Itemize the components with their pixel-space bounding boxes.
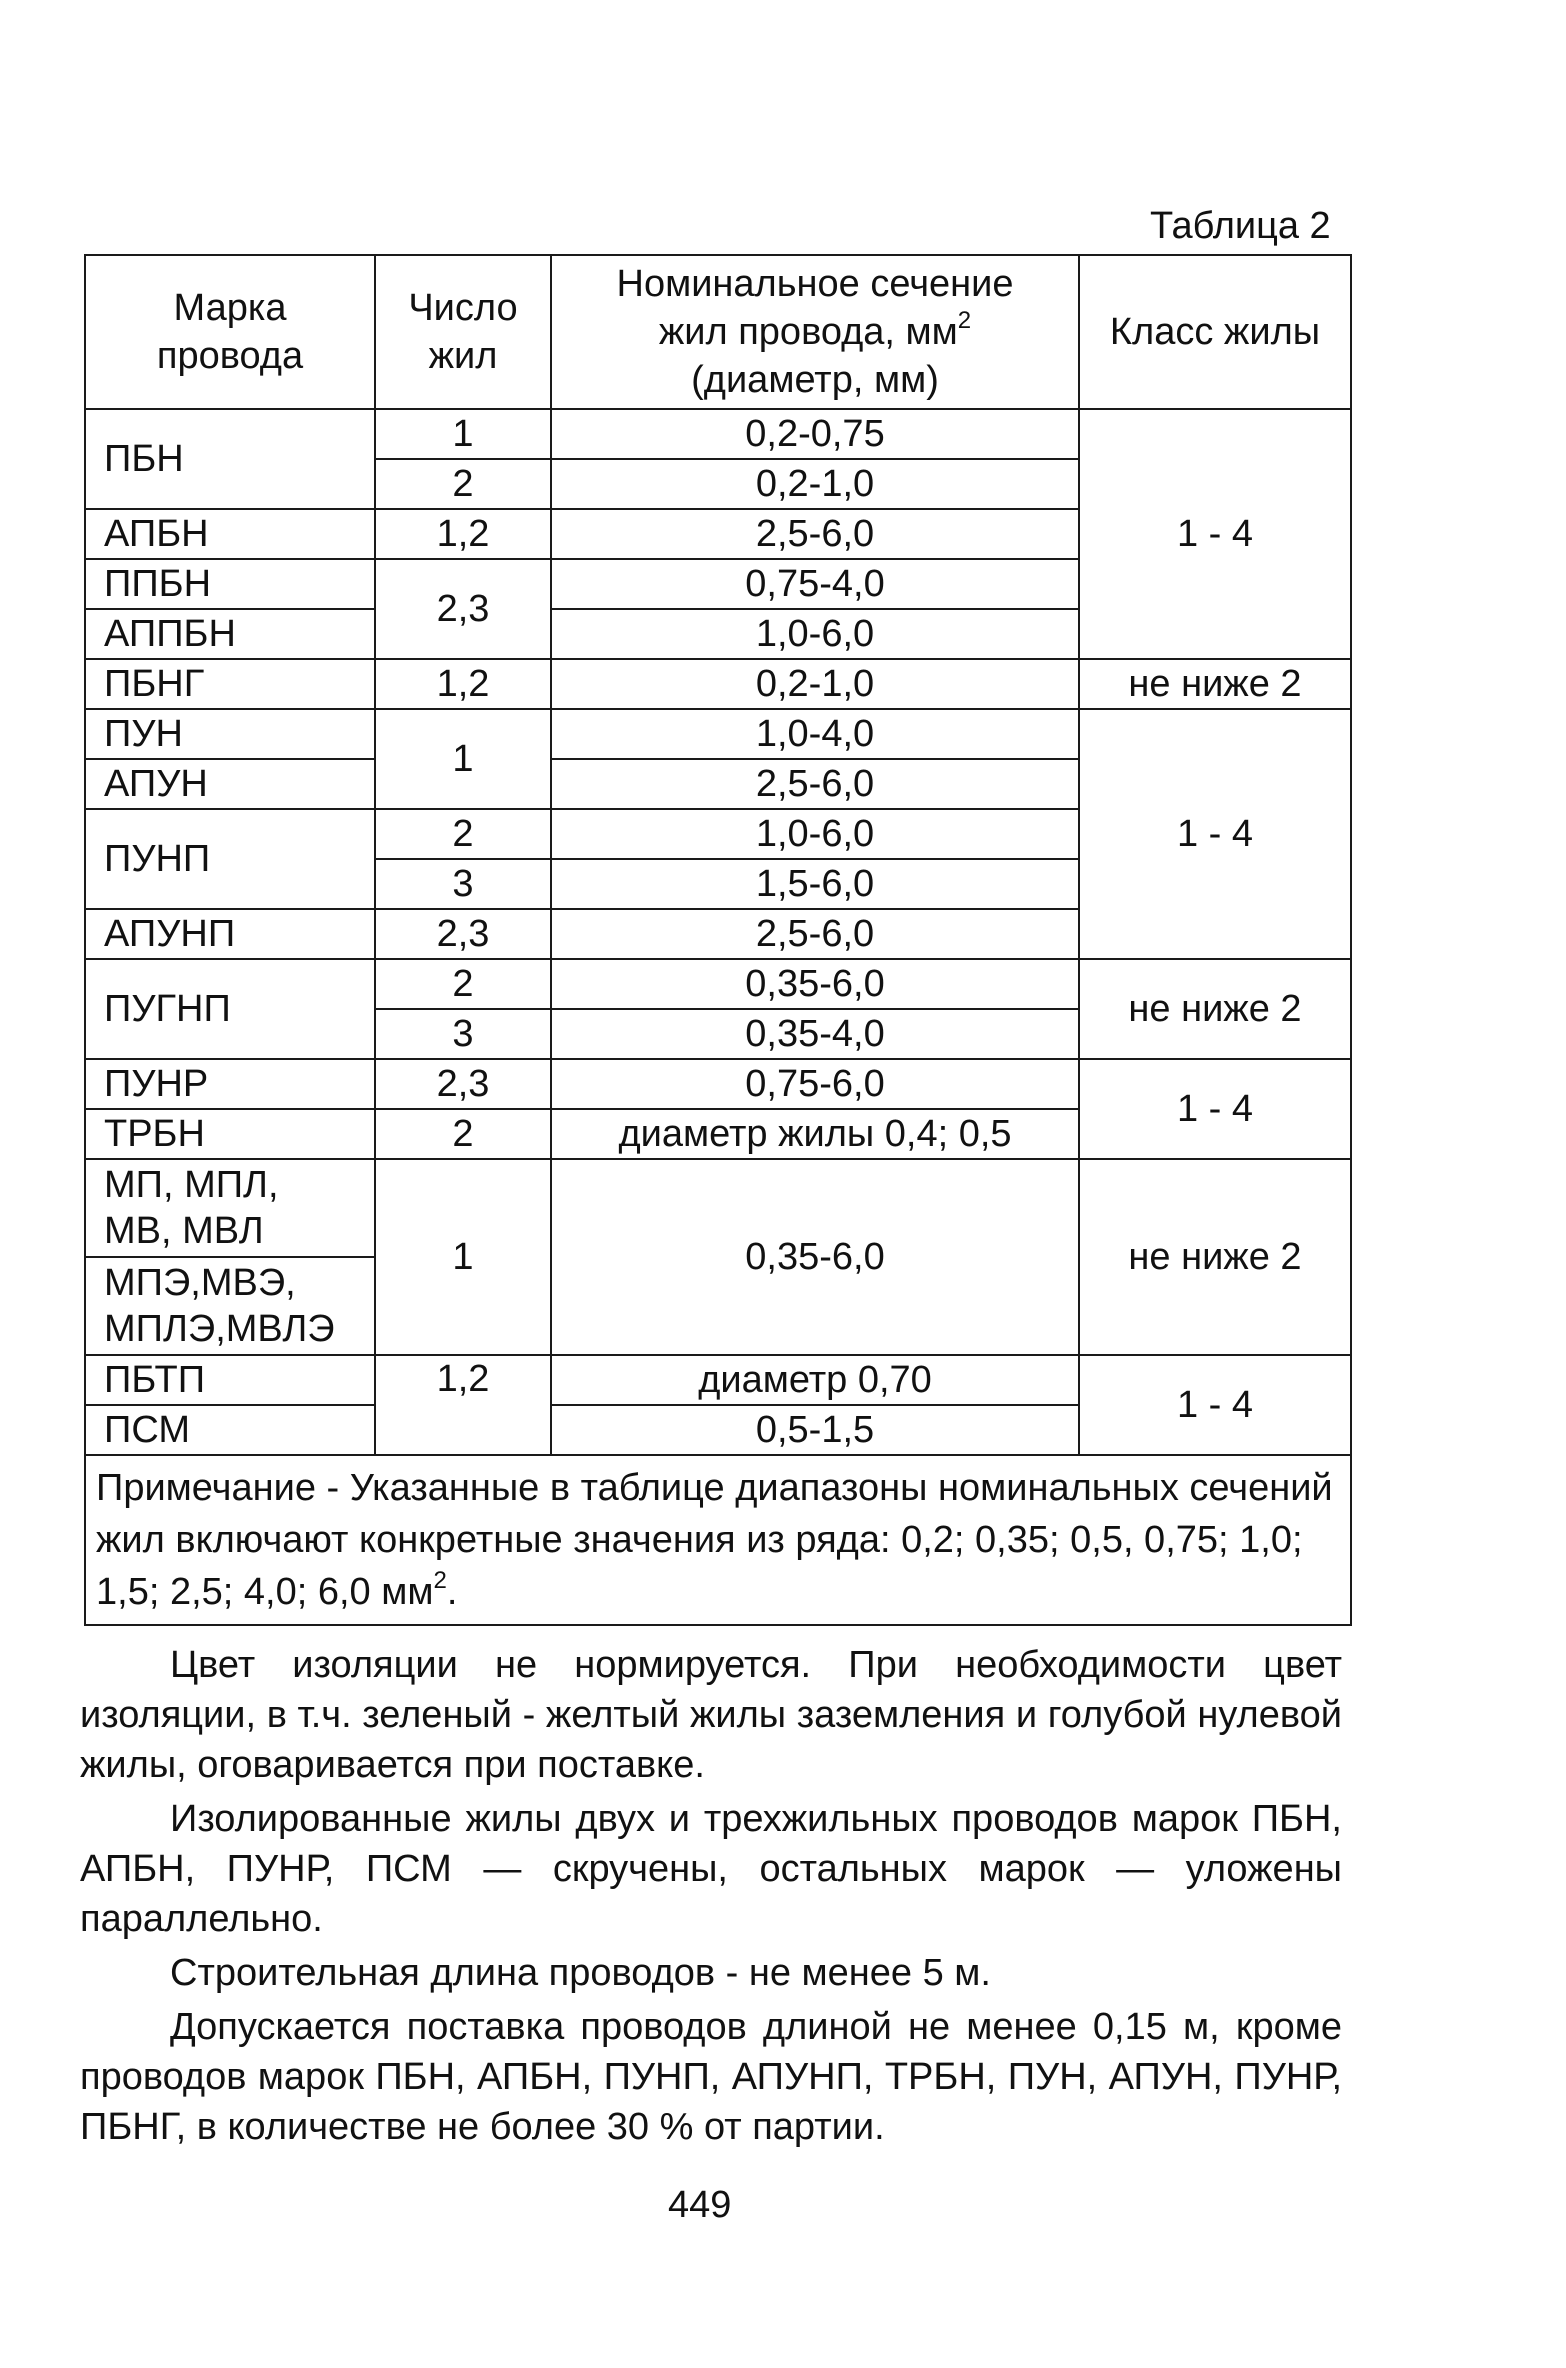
table-row <box>85 409 1351 459</box>
table-row <box>85 709 1351 759</box>
cell-section: 0,5-1,5 <box>551 1405 1079 1455</box>
header-section-sup: 2 <box>957 307 972 334</box>
cell-section: 1,0-6,0 <box>551 609 1079 659</box>
table-row <box>85 659 1351 709</box>
paragraph: Допускается поставка проводов длиной не менее 0,15 м, кроме проводов марок ПБН, АПБН, ПУНП, АПУНП, ТРБН, ПУН, АПУН, ПУНР, ПБНГ, в количестве не более 30 % от партии. <box>80 2006 1342 2148</box>
cell-mark: ТРБН <box>85 1109 375 1159</box>
cell-mark-line1: МП, МПЛ, <box>104 1164 279 1206</box>
cell-cores: 1 <box>375 1159 551 1355</box>
header-mark: Марка провода <box>85 255 375 409</box>
cell-section: 0,75-6,0 <box>551 1059 1079 1109</box>
cell-section: диаметр жилы 0,4; 0,5 <box>551 1109 1079 1159</box>
cell-section: 0,2-1,0 <box>551 659 1079 709</box>
cell-class: 1 - 4 <box>1079 1059 1351 1159</box>
cell-section: 1,0-6,0 <box>551 809 1079 859</box>
cell-class: 1 - 4 <box>1079 1355 1351 1455</box>
cell-mark: ПУНР <box>85 1059 375 1109</box>
cell-section: 1,0-4,0 <box>551 709 1079 759</box>
cell-mark <box>85 1257 375 1355</box>
cell-mark-line2: МВ, МВЛ <box>104 1210 264 1252</box>
cell-mark: АПУН <box>85 759 375 809</box>
note-sup: 2 <box>433 1567 447 1594</box>
cell-cores: 2 <box>375 959 551 1009</box>
header-class: Класс жилы <box>1079 255 1351 409</box>
page-number: 449 <box>668 2184 732 2226</box>
cell-cores: 1,2 <box>375 659 551 709</box>
cell-mark-line2: МПЛЭ,МВЛЭ <box>104 1308 335 1350</box>
cell-mark: ПБНГ <box>85 659 375 709</box>
cell-mark: АППБН <box>85 609 375 659</box>
cell-cores: 1 <box>375 709 551 809</box>
table-caption: Таблица 2 <box>1150 205 1331 247</box>
table-row <box>85 1159 1351 1257</box>
cell-mark: ПУНП <box>85 809 375 909</box>
cell-section: 2,5-6,0 <box>551 759 1079 809</box>
header-section-line1: Номинальное сечение <box>616 263 1014 305</box>
cell-cores: 1 <box>375 409 551 459</box>
cell-cores: 2,3 <box>375 909 551 959</box>
cell-mark: ПБТП <box>85 1355 375 1405</box>
cell-mark: ПУГНП <box>85 959 375 1059</box>
cell-section: 0,35-6,0 <box>551 959 1079 1009</box>
cell-cores: 3 <box>375 1009 551 1059</box>
note-tail: . <box>446 1571 458 1613</box>
cell-cores: 2 <box>375 1109 551 1159</box>
header-cores: Число жил <box>375 255 551 409</box>
header-section-line2: жил провода, мм <box>658 311 958 353</box>
cell-section: 0,75-4,0 <box>551 559 1079 609</box>
cell-mark <box>85 1159 375 1257</box>
cell-mark: ПСМ <box>85 1405 375 1455</box>
table-note-row <box>85 1455 1351 1625</box>
cell-section: 2,5-6,0 <box>551 509 1079 559</box>
cell-mark: ПБН <box>85 409 375 509</box>
cell-section: 0,35-6,0 <box>551 1159 1079 1355</box>
cell-mark: ППБН <box>85 559 375 609</box>
cell-mark: ПУН <box>85 709 375 759</box>
cell-mark: АПУНП <box>85 909 375 959</box>
cell-section: 2,5-6,0 <box>551 909 1079 959</box>
table-row <box>85 959 1351 1009</box>
cell-class: не ниже 2 <box>1079 659 1351 709</box>
cell-section: диаметр 0,70 <box>551 1355 1079 1405</box>
paragraph: Цвет изоляции не нормируется. При необходимости цвет изоляции, в т.ч. зеленый - желтый жилы заземления и голубой нулевой жилы, оговаривается при поставке. <box>80 1644 1342 1786</box>
cell-mark: АПБН <box>85 509 375 559</box>
header-section <box>551 255 1079 409</box>
cell-class: 1 - 4 <box>1079 709 1351 959</box>
note-text: Примечание - Указанные в таблице диапазоны номинальных сечений жил включают конкретные значения из ряда: 0,2; 0,35; 0,5, 0,75; 1,0; 1,5; 2,5; 4,0; 6,0 мм <box>96 1467 1333 1613</box>
cell-cores: 1,2 <box>375 1355 551 1455</box>
cell-section: 0,35-4,0 <box>551 1009 1079 1059</box>
cell-cores: 2,3 <box>375 1059 551 1109</box>
cell-section: 0,2-1,0 <box>551 459 1079 509</box>
cell-cores: 3 <box>375 859 551 909</box>
wire-spec-table <box>84 254 1352 1626</box>
table-note <box>85 1455 1351 1625</box>
cell-cores: 2 <box>375 809 551 859</box>
cell-cores: 2 <box>375 459 551 509</box>
cell-cores: 2,3 <box>375 559 551 659</box>
table-row <box>85 1355 1351 1405</box>
cell-class: не ниже 2 <box>1079 959 1351 1059</box>
cell-class: 1 - 4 <box>1079 409 1351 659</box>
cell-mark-line1: МПЭ,МВЭ, <box>104 1262 296 1304</box>
cell-cores: 1,2 <box>375 509 551 559</box>
cell-section: 1,5-6,0 <box>551 859 1079 909</box>
table-header-row <box>85 255 1351 409</box>
paragraph: Изолированные жилы двух и трехжильных проводов марок ПБН, АПБН, ПУНР, ПСМ — скручены, остальных марок — уложены параллельно. <box>80 1798 1342 1940</box>
table-row <box>85 1059 1351 1109</box>
paragraph: Строительная длина проводов - не менее 5 м. <box>170 1952 991 1994</box>
cell-class: не ниже 2 <box>1079 1159 1351 1355</box>
body-text <box>80 1640 1342 2156</box>
cell-section: 0,2-0,75 <box>551 409 1079 459</box>
header-section-line3: (диаметр, мм) <box>691 359 939 401</box>
